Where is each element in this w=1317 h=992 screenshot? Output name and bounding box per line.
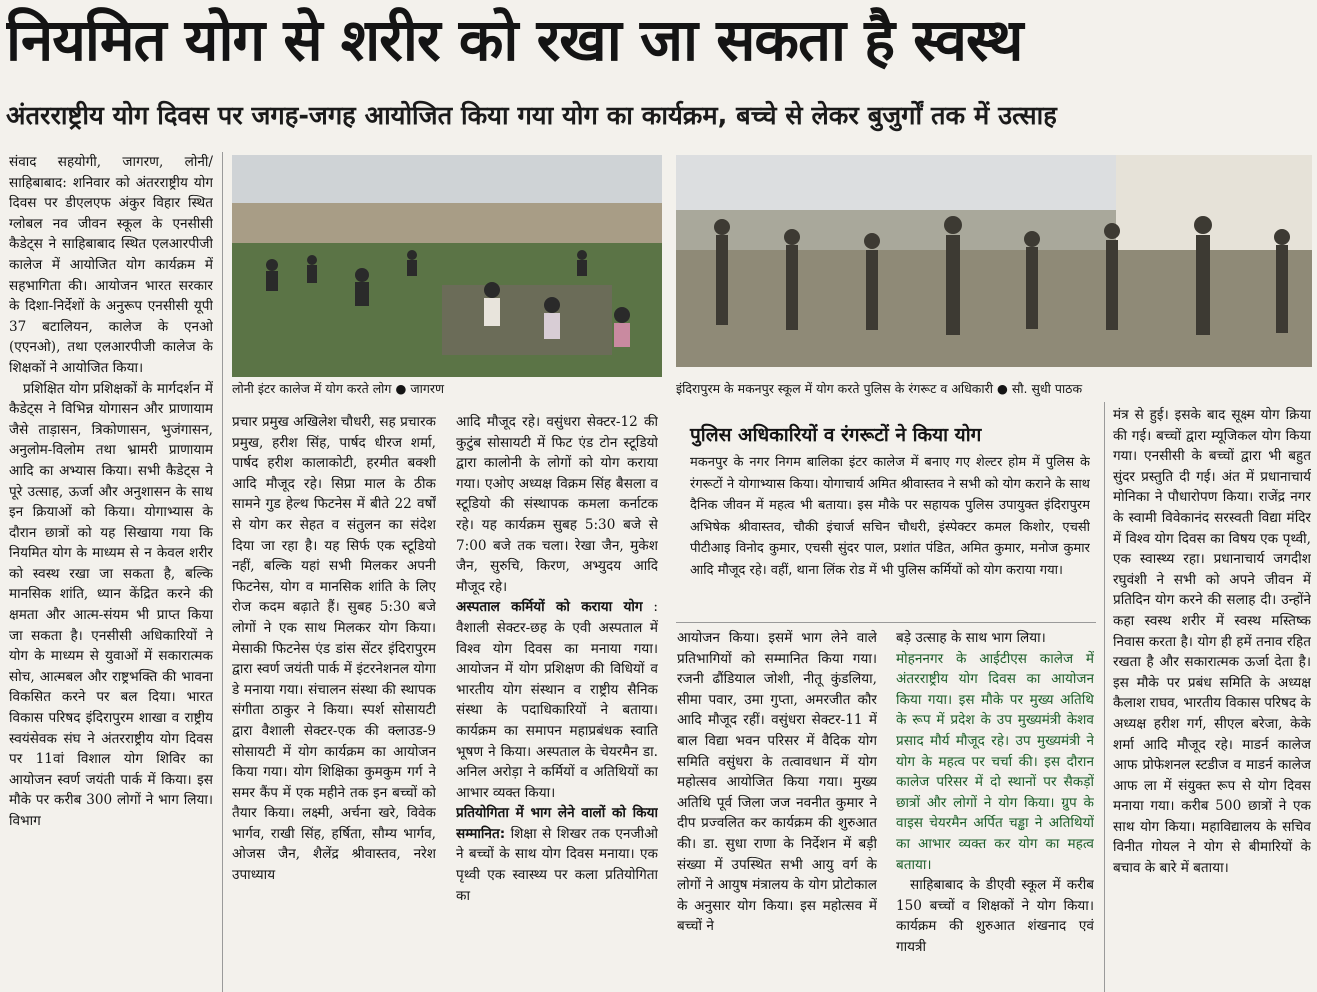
section-heading: अस्पताल कर्मियों को कराया योग: [456, 599, 643, 616]
paragraph: आदि मौजूद रहे। वसुंधरा सेक्टर-12 की कुटुंब सोसायटी में फिट एंड टोन स्टूडियो द्वारा कालोनी के लोगों को योग कराया गया। एओए अध्यक्ष विक्रम सिंह बैसला व स्टूडियो की संस्थापक कमला कर्नाटक रहे। यह कार्यक्रम सुबह 5:30 बजे से 7:00 बजे तक चला। रेखा जैन, मुकेश जैन, सुरुचि, किरण, अभ्युदय आदि मौजूद रहे।: [456, 414, 658, 595]
article-column-6: [1113, 405, 1311, 992]
section-divider: [676, 622, 1096, 623]
caption-credit: ● जागरण: [395, 381, 445, 396]
article-column-4: [677, 628, 877, 992]
paragraph: मकनपुर के नगर निगम बालिका इंटर कालेज में बनाए गए शेल्टर होम में पुलिस के रंगरूटों ने योगाभ्यास किया। योगाचार्य अमित श्रीवास्तव ने सभी को योग कराने के साथ दैनिक जीवन में महत्व भी बताया। इस मौके पर सहायक पुलिस उपायुक्त इंदिरापुरम अभिषेक श्रीवास्तव, चौकी इंचार्ज सचिन चौधरी, इंस्पेक्टर कमल किशोर, एचसी पीटीआइ विनोद कुमार, एचसी सुंदर पाल, प्रशांत पंडित, अमित कुमार, मनोज कुमार आदि मौजूद रहे। वहीं, थाना लिंक रोड में भी पुलिस कर्मियों को योग कराया गया।: [690, 455, 1090, 578]
article-column-5: [896, 628, 1094, 992]
police-yoga-illustration: [676, 155, 1312, 367]
police-story-text: [690, 452, 1090, 614]
paragraph: प्रचार प्रमुख अखिलेश चौधरी, सह प्रचारक प्रमुख, हरीश सिंह, पार्षद धीरज शर्मा, पार्षद हरीश कालाकोटी, हरमीत बक्शी आदि मौजूद रहे। सिप्रा माल के ठीक सामने गुड हेल्थ फिटनेस में बीते 22 वर्षों से योग कर सेहत व संतुलन का संदेश दिया जा रहा है। यह सिर्फ एक स्टूडियो नहीं, बल्कि यहां सभी मिलकर अपनी फिटनेस, योग व मानसिक शांति के लिए रोज कदम बढ़ाते हैं। सुबह 5:30 बजे लोगों ने एक साथ मिलकर योग किया। मेसाकी फिटनेस एंड डांस सेंटर इंदिरापुरम द्वारा स्वर्ण जयंती पार्क में इंटरनेशनल योगा डे मनाया गया। संचालन संस्था की स्थापक संगीता ठाकुर ने किया। स्पर्श सोसायटी द्वारा वैशाली सेक्टर-एक की क्लाउड-9 सोसायटी में योग कार्यक्रम का आयोजन किया गया। योग शिक्षिका कुमकुम गर्ग ने समर कैंप में एक महीने तक इन बच्चों को तैयार किया। लक्ष्मी, अर्चना खरे, विवेक भार्गव, राखी सिंह, हर्षिता, सौम्य भार्गव, ओजस जैन, शैलेंद्र श्रीवास्तव, नरेश उपाध्याय: [232, 414, 436, 884]
caption-credit: ● सौ. सुधी पाठक: [996, 381, 1083, 396]
yoga-crowd-illustration: [232, 155, 662, 377]
paragraph-with-heading: [456, 803, 658, 906]
column-divider: [222, 152, 223, 992]
caption-text: लोनी इंटर कालेज में योग करते लोग: [232, 381, 392, 396]
paragraph: आयोजन किया। इसमें भाग लेने वाले प्रतिभागियों को सम्मानित किया गया। रजनी ढौंडियाल जोशी, नीतू कुंडलिया, सीमा पवार, उमा गुप्ता, अमरजीत कौर आदि मौजूद रहीं। वसुंधरा सेक्टर-11 में बाल विद्या भवन परिसर में वैदिक योग समिति वसुंधरा के तत्वावधान में योग महोत्सव आयोजित किया गया। मुख्य अतिथि पूर्व जिला जज नवनीत कुमार ने दीप प्रज्वलित कर कार्यक्रम की शुरुआत की। डा. सुधा राणा के निर्देशन में बड़ी संख्या में उपस्थित सभी आयु वर्ग के लोगों ने आयुष मंत्रालय के योग प्रोटोकाल के अनुसार योग किया। इस महोत्सव में बच्चों ने: [677, 630, 877, 935]
caption-text: इंदिरापुरम के मकनपुर स्कूल में योग करते पुलिस के रंगरूट व अधिकारी: [676, 381, 993, 396]
photo-police-yoga: [676, 155, 1312, 367]
article-column-1: [9, 152, 213, 992]
paragraph-text: शिक्षा से शिखर तक एनजीओ ने बच्चों के साथ योग दिवस मनाया। एक पृथ्वी एक स्वास्थ्य पर कला प्रतियोगिता का: [456, 825, 658, 904]
headline: नियमित योग से शरीर को रखा जा सकता है स्वस्थ: [6, 6, 1023, 74]
subheadline: अंतरराष्ट्रीय योग दिवस पर जगह-जगह आयोजित किया गया योग का कार्यक्रम, बच्चे से लेकर बुजुर्गों तक में उत्साह: [6, 101, 1057, 131]
paragraph: संवाद सहयोगी, जागरण, लोनी/ साहिबाबाद: शनिवार को अंतरराष्ट्रीय योग दिवस पर डीएलएफ अंकुर विहार स्थित ग्लोबल नव जीवन स्कूल के एनसीसी कैडेट्स ने साहिबाबाद स्थित एलआरपीजी कालेज में आयोजित योग कार्यक्रम में सहभागिता की। आयोजन भारत सरकार के दिशा-निर्देशों के अनुरूप एनसीसी यूपी 37 बटालियन, कालेज के एनओ (एएनओ), तथा एलआरपीजी कालेज के शिक्षकों ने आयोजित किया।: [9, 154, 213, 376]
section-heading: प्रतियोगिता में भाग लेने वालों को किया सम्मानित:: [456, 805, 658, 842]
paragraph-with-heading: [456, 597, 658, 803]
paragraph: प्रशिक्षित योग प्रशिक्षकों के मार्गदर्शन में कैडेट्स ने विभिन्न योगासन और प्राणायाम जैसे ताड़ासन, त्रिकोणासन, भुजंगासन, अनुलोम-विलोम तथा भ्रामरी प्राणायाम आदि का अभ्यास किया। सभी कैडेट्स ने पूरे उत्साह, ऊर्जा और अनुशासन के साथ इन क्रियाओं को किया। योगाभ्यास के दौरान छात्रों को यह सिखाया गया कि नियमित योग के माध्यम से न केवल शरीर को स्वस्थ रखा जा सकता है, बल्कि मानसिक शांति, ध्यान केंद्रित करने की क्षमता और आत्म-संयम भी प्राप्त किया जा सकता है। एनसीसी अधिकारियों ने योग के माध्यम से युवाओं में सकारात्मक सोच, आत्मबल और राष्ट्रभक्ति की भावना विकसित करने पर बल दिया। भारत विकास परिषद इंदिरापुरम शाखा व राष्ट्रीय स्वयंसेवक संघ ने अंतरराष्ट्रीय योग दिवस पर 11वां विशाल योग शिविर का आयोजन स्वर्ण जयंती पार्क में किया। इस मौके पर करीब 300 लोगों ने भाग लिया। विभाग: [9, 380, 213, 829]
column-divider: [1104, 402, 1105, 992]
police-story-heading: पुलिस अधिकारियों व रंगरूटों ने किया योग: [690, 424, 982, 446]
article-column-3: [456, 412, 658, 992]
paragraph-highlighted: मोहननगर के आईटीएस कालेज में अंतरराष्ट्रीय योग दिवस का आयोजन किया गया। इस मौके पर मुख्य अतिथि के रूप में प्रदेश के उप मुख्यमंत्री केशव प्रसाद मौर्य मौजूद रहे। उप मुख्यमंत्री ने योग के महत्व पर चर्चा की। इस दौरान कालेज परिसर में दो स्थानों पर सैकड़ों छात्रों और लोगों ने योग किया। ग्रुप के वाइस चेयरमैन अर्पित चड्ढा ने अतिथियों का आभार व्यक्त कर योग का महत्व बताया।: [896, 650, 1094, 873]
paragraph-text: : वैशाली सेक्टर-छह के एवी अस्पताल में विश्व योग दिवस का मनाया गया। आयोजन में योग प्रशिक्षण की विधियों व भारतीय योग संस्थान व राष्ट्रीय सैनिक संस्था के पदाधिकारियों ने बताया। कार्यक्रम का समापन महाप्रबंधक स्वाति भूषण ने किया। अस्पताल के चेयरमैन डा. अनिल अरोड़ा ने कर्मियों व अतिथियों का आभार व्यक्त किया।: [456, 599, 658, 801]
photo-loni-yoga: [232, 155, 662, 377]
article-column-2: [232, 412, 436, 992]
photo-right-caption: [676, 380, 1312, 398]
paragraph: मंत्र से हुई। इसके बाद सूक्ष्म योग क्रिया की गई। बच्चों द्वारा म्यूजिकल योग किया गया। एनसीसी के बच्चों द्वारा भी बहुत सुंदर प्रस्तुति दी गई। अंत में प्रधानाचार्य मोनिका ने पौधारोपण किया। राजेंद्र नगर के स्वामी विवेकानंद सरस्वती विद्या मंदिर में विश्व योग दिवस का विषय एक पृथ्वी, एक स्वास्थ्य रहा। प्रधानाचार्य जगदीश रघुवंशी ने सभी को अपने जीवन में प्रतिदिन योग करने की सलाह दी। उन्होंने कहा स्वस्थ शरीर में स्वस्थ मस्तिष्क निवास करता है। योग ही हमें तनाव रहित रखता है और सकारात्मक ऊर्जा देता है। इस मौके पर प्रबंध समिति के अध्यक्ष कैलाश राघव, भारतीय विकास परिषद के अध्यक्ष हरीश गर्ग, सीएल बरेजा, केके शर्मा आदि मौजूद रहे। माडर्न कालेज आफ प्रोफेशनल स्टडीज व माडर्न कालेज आफ ला में संयुक्त रूप से योग दिवस मनाया गया। करीब 500 छात्रों ने एक साथ योग किया। महाविद्यालय के सचिव विनीत गोयल ने योग से बीमारियों के बचाव के बारे में बताया।: [1113, 407, 1311, 877]
paragraph: साहिबाबाद के डीएवी स्कूल में करीब 150 बच्चों व शिक्षकों ने योग किया। कार्यक्रम की शुरुआत शंखनाद एवं गायत्री: [896, 877, 1094, 955]
photo-left-caption: [232, 380, 662, 398]
paragraph: बड़े उत्साह के साथ भाग लिया।: [896, 630, 1046, 646]
